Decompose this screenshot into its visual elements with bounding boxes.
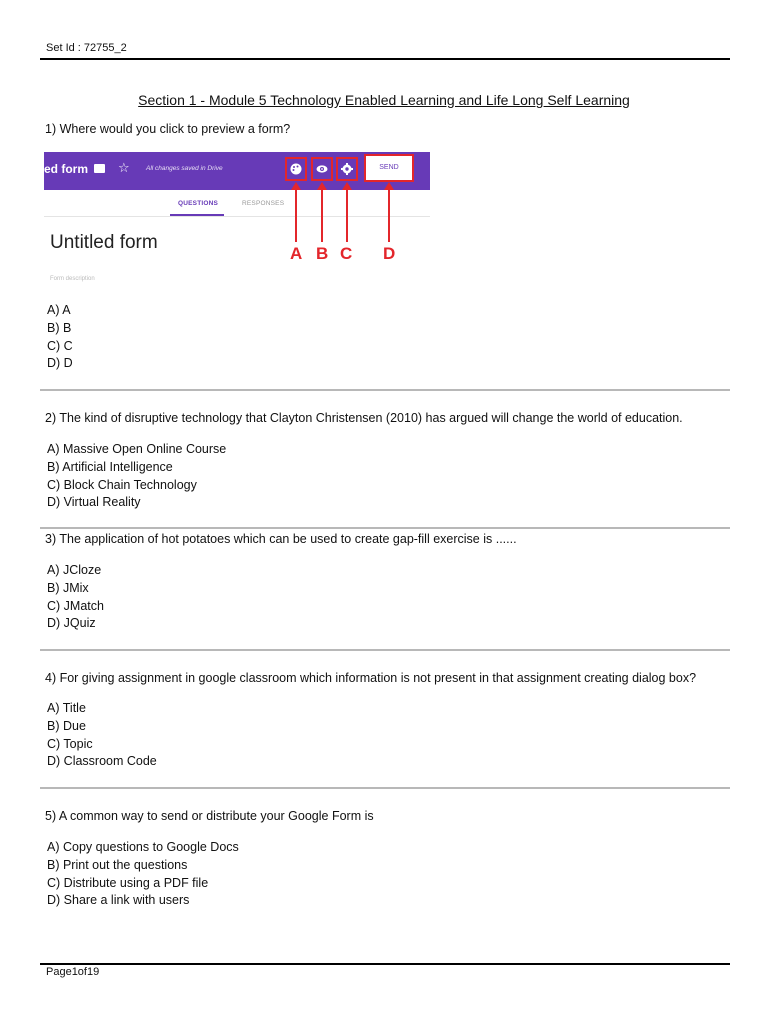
marker-label-d: D: [383, 244, 396, 263]
option: B) Print out the questions: [47, 857, 188, 872]
form-heading: Untitled form: [50, 232, 158, 253]
question-4-options: [47, 700, 157, 771]
option: C) Block Chain Technology: [47, 477, 197, 492]
question-separator: [40, 389, 730, 391]
option: A) Massive Open Online Course: [47, 442, 227, 456]
form-screenshot: [44, 152, 430, 292]
option: D) D: [47, 356, 73, 371]
marker-box-b: [311, 157, 333, 181]
marker-box-d: [364, 154, 414, 182]
marker-box-c: [336, 157, 358, 181]
folder-icon: [94, 164, 105, 173]
section-title: Section 1 - Module 5 Technology Enabled Learning and Life Long Self Learning: [138, 92, 630, 108]
marker-box-a: [285, 157, 307, 181]
option: B) JMix: [47, 580, 89, 595]
option: C) Distribute using a PDF file: [47, 875, 209, 890]
option: C) Topic: [47, 736, 93, 751]
set-id: Set Id : 72755_2: [46, 42, 127, 54]
option: B) B: [47, 320, 72, 335]
option: D) Classroom Code: [47, 754, 157, 769]
footer-rule: [40, 963, 730, 965]
page-number: Page1of19: [46, 966, 100, 978]
question-5-options: [47, 839, 239, 910]
option: D) JQuiz: [47, 616, 96, 631]
arrowhead-c: [342, 182, 352, 190]
option: A) JCloze: [47, 563, 102, 577]
send-button: SEND: [366, 156, 412, 180]
question-separator: [40, 527, 730, 529]
question-separator: [40, 649, 730, 651]
question-1-options: [47, 302, 73, 373]
option: D) Virtual Reality: [47, 495, 141, 510]
question-2-options: [47, 441, 226, 512]
form-title: ed form: [44, 162, 89, 176]
option: A) Copy questions to Google Docs: [47, 840, 239, 854]
option: C) C: [47, 338, 73, 353]
marker-label-a: A: [290, 244, 303, 263]
question-5: 5) A common way to send or distribute your Google Form is: [45, 809, 374, 823]
arrow-d: [388, 188, 390, 242]
question-4: 4) For giving assignment in google classroom which information is not present in that assignment creating dialog box?: [45, 671, 697, 685]
marker-label-b: B: [316, 244, 329, 263]
tab-questions: QUESTIONS: [178, 200, 219, 207]
tab-divider: [44, 216, 430, 217]
question-1: 1) Where would you click to preview a form?: [45, 122, 291, 136]
arrow-c: [346, 188, 348, 242]
arrowhead-b: [317, 182, 327, 190]
arrowhead-a: [291, 182, 301, 190]
option: B) Due: [47, 718, 86, 733]
option: A) A: [47, 303, 71, 317]
tab-responses: RESPONSES: [242, 200, 285, 207]
saved-status: All changes saved in Drive: [146, 165, 223, 172]
marker-label-c: C: [340, 244, 353, 263]
question-separator: [40, 787, 730, 789]
arrow-a: [295, 188, 297, 242]
option: A) Title: [47, 701, 86, 715]
arrow-b: [321, 188, 323, 242]
question-3: 3) The application of hot potatoes which can be used to create gap-fill exercise is ......: [45, 532, 517, 546]
option: C) JMatch: [47, 598, 104, 613]
arrowhead-d: [384, 182, 394, 190]
option: D) Share a link with users: [47, 893, 190, 908]
header-rule: [40, 58, 730, 60]
star-icon: ☆: [118, 160, 130, 175]
form-description: Form description: [50, 276, 95, 282]
question-3-options: [47, 562, 104, 633]
question-2: 2) The kind of disruptive technology that Clayton Christensen (2010) has argued will change the world of education.: [45, 411, 683, 425]
option: B) Artificial Intelligence: [47, 459, 173, 474]
